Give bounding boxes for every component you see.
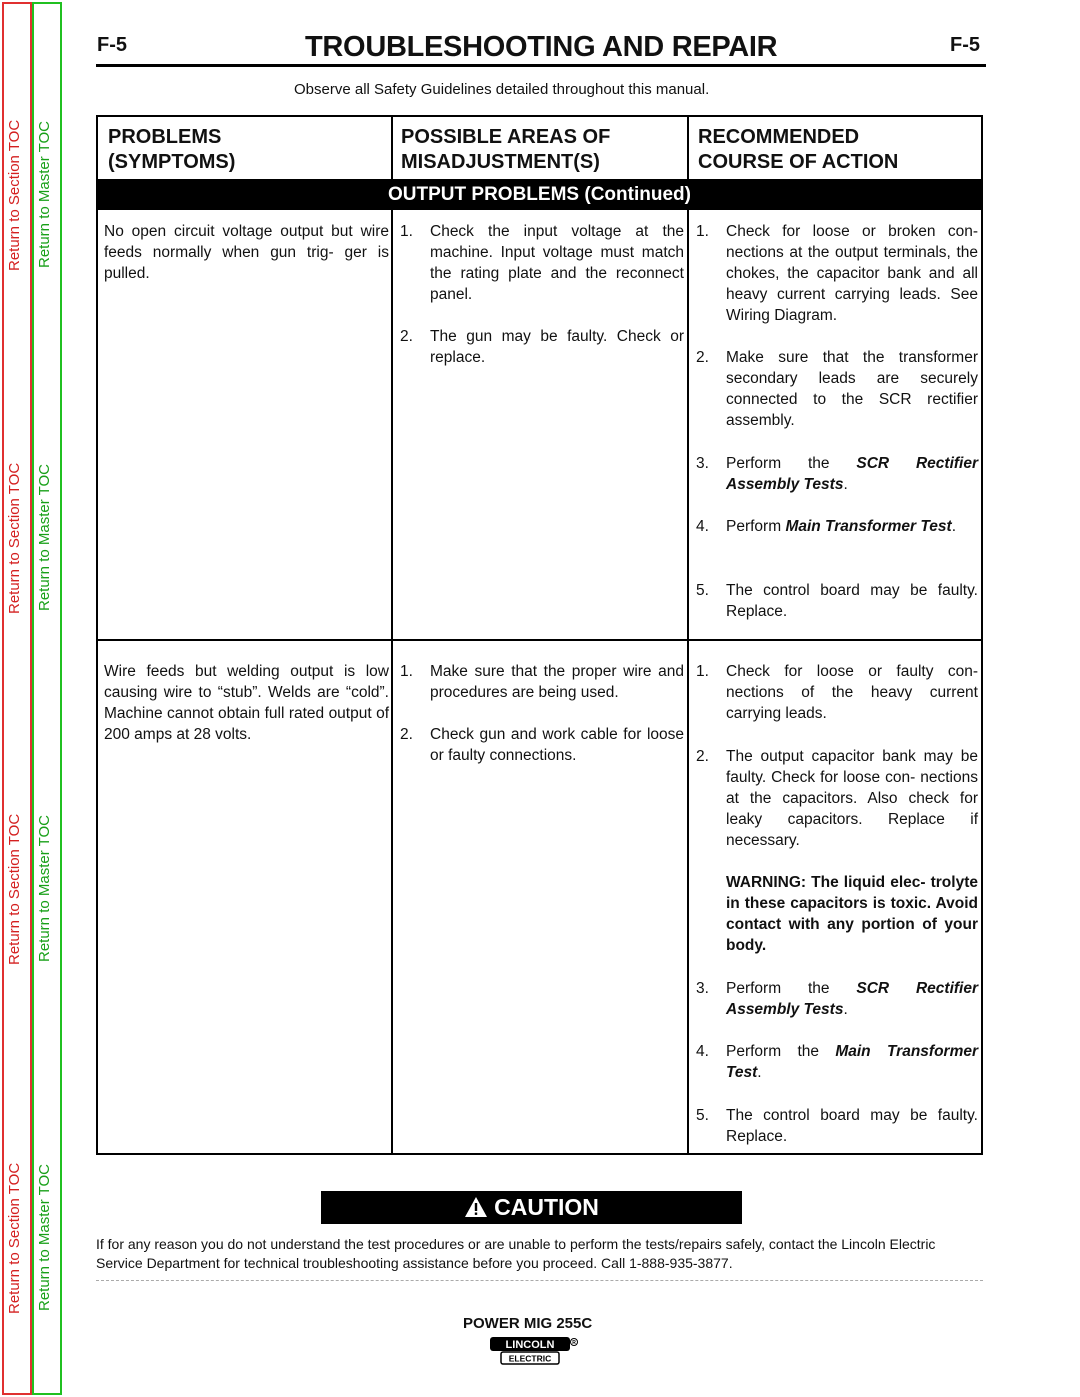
list-item: 1. Check the input voltage at the machine. Input voltage must match the rating plate and the reconnect panel. <box>400 223 684 303</box>
symptom-cell: Wire feeds but welding output is low causing wire to “stub”. Welds are “cold”. Machine cannot obtain full rated output of 200 amps at 28 volts. <box>104 663 389 743</box>
list-item: 2. Make sure that the transformer secondary leads are securely connected to the SCR rectifier assembly. <box>696 349 978 429</box>
list-item: 1. Check for loose or broken con- nections at the output terminals, the chokes, the capacitor bank and all heavy current carrying leads. See Wiring Diagram. <box>696 223 978 324</box>
return-to-master-toc-link[interactable]: Return to Master TOC <box>36 815 53 962</box>
svg-text:LINCOLN: LINCOLN <box>505 1339 555 1351</box>
return-to-master-toc-link[interactable]: Return to Master TOC <box>36 464 53 611</box>
caution-text: If for any reason you do not understand the test procedures or are unable to perform the tests/repairs safely, contact the Lincoln Electric Service Department for technical troubleshooting assistance before you proceed. Call 1-888-935-3877. <box>96 1236 936 1271</box>
header-possible-areas: POSSIBLE AREAS OF MISADJUSTMENT(S) <box>401 126 611 173</box>
scr-rectifier-tests-ref[interactable]: SCR Rectifier Assembly Tests <box>726 980 978 1018</box>
page-number-left: F-5 <box>97 34 127 56</box>
caution-banner <box>321 1191 742 1224</box>
list-item: 4. Perform the Main Transformer Test. <box>696 1043 979 1081</box>
footer-divider <box>96 1280 983 1281</box>
list-item: 2. The output capacitor bank may be faulty. Check for loose con- nections at the capacitors. Also check for leaky capacitors. Replace if necessary. <box>696 748 978 849</box>
troubleshooting-table <box>96 115 983 1155</box>
column-divider <box>391 210 393 1155</box>
svg-text:R: R <box>572 1340 576 1346</box>
return-to-section-toc-link[interactable]: Return to Section TOC <box>6 813 23 965</box>
header-rule <box>96 64 986 67</box>
return-to-section-toc-link[interactable]: Return to Section TOC <box>6 462 23 614</box>
list-item: 1. Make sure that the proper wire and procedures are being used. <box>400 663 684 701</box>
page-number-right: F-5 <box>950 34 980 56</box>
warning-triangle-icon <box>464 1196 488 1218</box>
return-to-section-toc-link[interactable]: Return to Section TOC <box>6 119 23 271</box>
list-item: 1. Check for loose or faulty con- nections of the heavy current carrying leads. <box>696 663 978 722</box>
header-recommended-action: RECOMMENDED COURSE OF ACTION <box>698 126 899 173</box>
return-to-master-toc-link[interactable]: Return to Master TOC <box>36 121 53 268</box>
model-name: POWER MIG 255C <box>463 1315 593 1332</box>
row-divider <box>98 639 983 641</box>
column-divider <box>687 210 689 1155</box>
return-to-master-toc-link[interactable]: Return to Master TOC <box>36 1164 53 1311</box>
symptom-cell: No open circuit voltage output but wire feeds normally when gun trig- ger is pulled. <box>104 223 389 282</box>
list-item: 5. The control board may be faulty. Replace. <box>696 582 978 620</box>
main-transformer-test-ref[interactable]: Main Transformer Test <box>726 1043 979 1081</box>
main-transformer-test-ref[interactable]: Main Transformer Test <box>785 518 952 535</box>
warning-note: WARNING: The liquid elec- trolyte in these capacitors is toxic. Avoid contact with any portion of your body. <box>726 874 978 954</box>
column-divider <box>391 117 393 179</box>
column-divider <box>687 117 689 179</box>
svg-text:ELECTRIC: ELECTRIC <box>508 1353 552 1364</box>
list-item: 2. Check gun and work cable for loose or faulty connections. <box>400 726 684 764</box>
page-title: TROUBLESHOOTING AND REPAIR <box>305 31 778 63</box>
return-to-section-toc-link[interactable]: Return to Section TOC <box>6 1162 23 1314</box>
header-problems: PROBLEMS (SYMPTOMS) <box>108 126 236 173</box>
safety-note: Observe all Safety Guidelines detailed throughout this manual. <box>294 81 710 98</box>
list-item: 2. The gun may be faulty. Check or replace. <box>400 328 684 366</box>
lincoln-electric-logo <box>489 1336 579 1366</box>
scr-rectifier-tests-ref[interactable]: SCR Rectifier Assembly Tests <box>726 455 978 493</box>
output-problems-banner: OUTPUT PROBLEMS (Continued) <box>98 179 981 210</box>
caution-label: CAUTION <box>494 1194 599 1220</box>
list-item: 3. Perform the SCR Rectifier Assembly Tests. <box>696 455 978 493</box>
list-item: 4. Perform Main Transformer Test. <box>696 518 956 535</box>
list-item: 3. Perform the SCR Rectifier Assembly Tests. <box>696 980 978 1018</box>
list-item: 5. The control board may be faulty. Replace. <box>696 1107 978 1145</box>
